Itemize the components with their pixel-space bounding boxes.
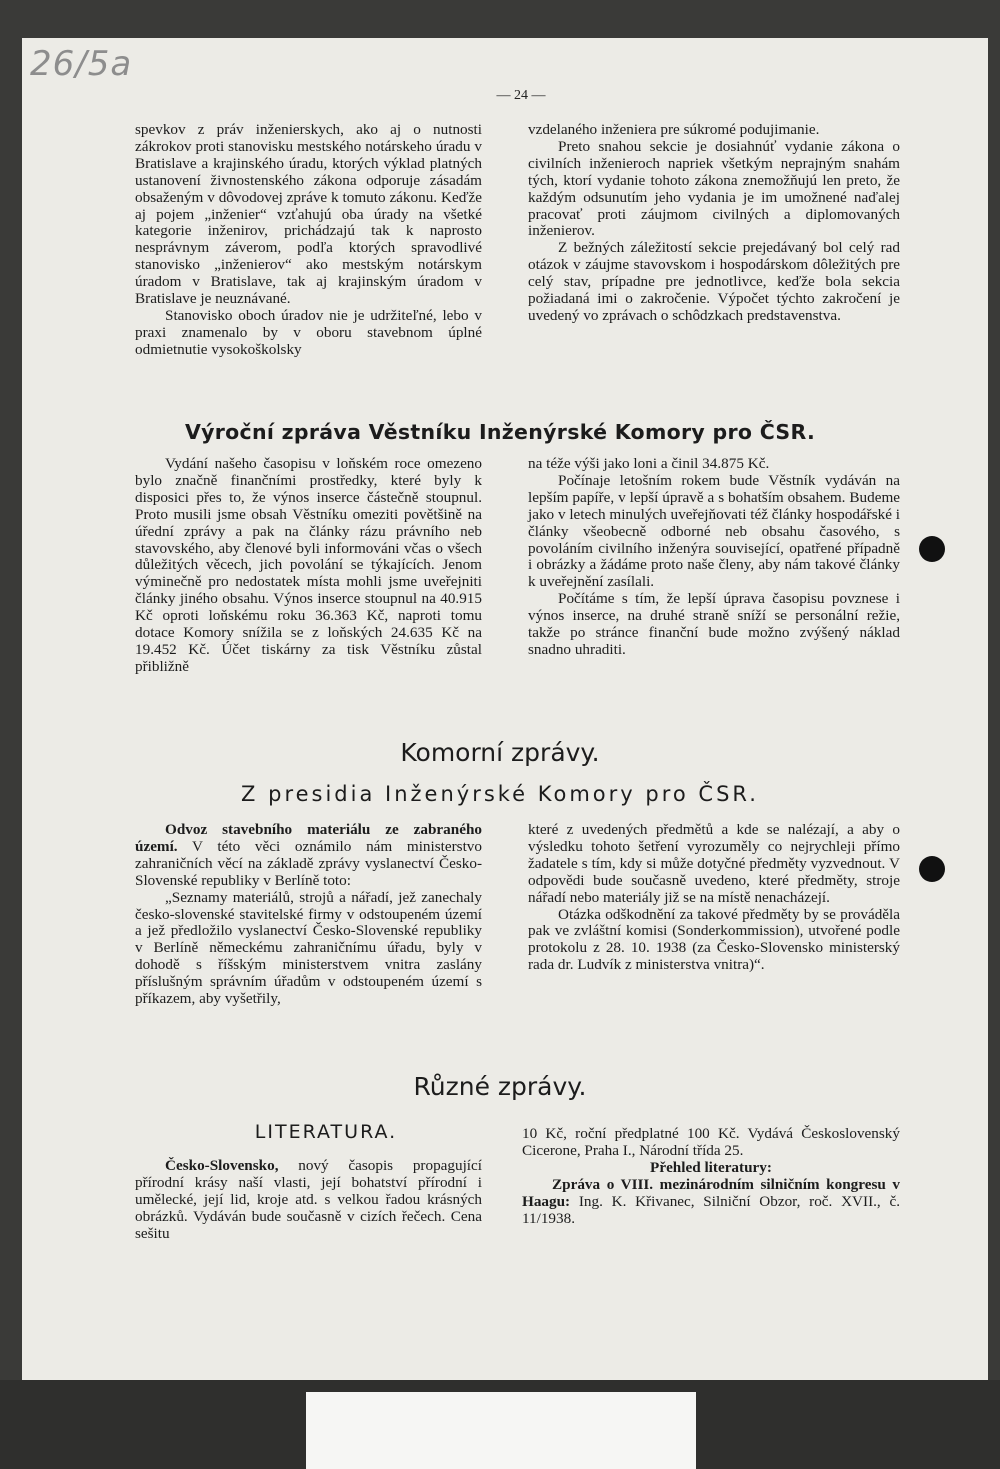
bold-lead: Odvoz stavebního materiálu ze zabraného území. bbox=[135, 821, 482, 855]
page-number: — 24 — bbox=[496, 88, 546, 103]
paragraph: spevkov z práv inženierskych, ako aj o nutnosti zákrokov proti stanovisku mestského notárskeho úradu v Bratislave a krajinského úradu, ktorých výklad platných ustanovení živnostenského zákona odporuje zásadám obsaženým v dôvodovej zpráve k tomuto zákonu. Keďže aj pojem „inženier“ vzťahujú oba úrady na všetké kategorie inženirov, prichádzajú tak k naprosto nesprávnym záverom, podľa ktorých spravodlivé stanovisko „inženierov“ ako mestským notárskym úradom v Bratislave, tak aj krajinským úradom v Bratislave je neuznávané. bbox=[135, 121, 482, 308]
section-subtitle-presidium: Z presidia Inženýrské Komory pro ČSR. bbox=[241, 782, 759, 806]
overview-heading: Přehled literatury: bbox=[650, 1158, 772, 1176]
paragraph bbox=[135, 1158, 482, 1243]
paragraph: Preto snahou sekcie je dosiahnúť vydanie zákona o civilních inženieroch napriek všetkým neprajným snahám tých, ktorí vydanie tohoto zákona znemožňujú len preto, že každým odsunutím jeho vydania je im umožnené naďalej pracovať proti záujmom civilných a diplomovaných inženierov. bbox=[528, 137, 900, 240]
punch-hole-top bbox=[919, 536, 945, 562]
punch-hole-bottom bbox=[919, 856, 945, 882]
top-right-column bbox=[528, 122, 900, 325]
paragraph-text: Ing. K. Křivanec, Silniční Obzor, roč. XVII., č. 11/1938. bbox=[522, 1192, 900, 1227]
annual-left-column bbox=[135, 456, 482, 676]
bold-lead: Zpráva o VIII. mezinárodním silničním kongresu v Haagu: bbox=[522, 1175, 900, 1210]
paragraph-text: nový časopis propagující přírodní krásy naší vlasti, její bohatství přírodní i umělecké, její lid, kroje atd. s velkou řadou krásných obrázků. Vydáván bude současně v cizích řečech. Cena sešitu bbox=[135, 1157, 482, 1242]
paragraph: Otázka odškodnění za takové předměty by se prováděla pak ve zvláštní komisi (Sonderkommission), utvořené podle protokolu z 28. 10. 1938 (za Česko-Slovensko ministerský rada dr. Ludvík z ministerstva vnitra)“. bbox=[528, 905, 900, 974]
scan-target-card bbox=[306, 1392, 696, 1469]
literature-heading: LITERATURA. bbox=[254, 1121, 398, 1143]
paragraph: 10 Kč, roční předplatné 100 Kč. Vydává Československý Cicerone, Praha I., Národní třída 25. bbox=[522, 1125, 900, 1159]
paragraph: Z bežných záležitostí sekcie prejedávaný bol celý rad otázok v záujme stavovskom i hospodárskom dôležitých pre celý stav, prípadne pre jednotlivce, keďže bola sekcia požiadaná imi o zakročenie. Výpočet týchto zakročení je uvedený vo zprávach o schôdzkach predstavenstva. bbox=[528, 239, 900, 324]
paragraph bbox=[135, 822, 482, 890]
section-title-annual-report: Výroční zpráva Věstníku Inženýrské Komory pro ČSR. bbox=[184, 420, 816, 444]
section-title-misc-news: Různé zprávy. bbox=[413, 1072, 587, 1101]
annual-right-column bbox=[528, 456, 900, 659]
section-title-chamber-news: Komorní zprávy. bbox=[400, 738, 600, 767]
paragraph bbox=[522, 1177, 900, 1228]
paragraph: Stanovisko oboch úradov nie je udržiteľné, lebo v praxi znamenalo by v oboru stavebnom úplné odmietnutie vysokoškolsky bbox=[135, 306, 482, 358]
paragraph: Počínaje letošním rokem bude Věstník vydáván na lepším papíře, v lepší úpravě a s bohatším obsahem. Budeme jako v letech minulých uveřejňovati též články hospodářské i články všeobecně odborné neb obsahu časového, s povoláním civilního inženýra související, opatřené případně i obrázky a žádáme proto naše členy, aby nám takové články k uveřejnění zasílali. bbox=[528, 471, 900, 591]
chamber-left-column bbox=[135, 822, 482, 1008]
paragraph: „Seznamy materiálů, strojů a nářadí, jež zanechaly česko-slovenské stavitelské firmy v odstoupeném území a jež předložilo vyslanectví Česko-Slovenské republiky v Berlíně německému zahraničnímu úřadu, byly v dohodě s říšským ministerstvem vnitra zaslány příslušným správním úřadům v odstoupeném území s příkazem, aby vyšetřily, bbox=[135, 888, 482, 1008]
handwritten-note: 26/5a bbox=[30, 44, 133, 84]
literature-right-column bbox=[522, 1126, 900, 1227]
paragraph: Vydání našeho časopisu v loňském roce omezeno bylo značně finančními prostředky, které byly k disposici přes to, že výnos inserce částečně stoupnul. Proto musili jsme obsah Věstníku omeziti povětšině na úřední zprávy a pak na články rázu právního neb stavovského, aby členové byli informováni včas o všech důležitých věcech, jich povolání se týkajících. Jenom výminečně pro nedostatek místa mohli jsme uveřejniti články jiného obsahu. Výnos inserce stoupnul na 40.915 Kč oproti loňskému roku 36.363 Kč, naproti tomu dotace Komory snížila se z loňských 24.635 Kč na 19.452 Kč. Účet tiskárny za tisk Věstníku zůstal přibližně bbox=[135, 455, 482, 675]
paragraph: které z uvedených předmětů a kde se nalézají, a aby o výsledku tohoto šetření vyrozuměly co nejrychleji přímo žadatele s tím, kdy si může dotyčné předměty vyzvednout. V odpovědi bude současně uvedeno, které předměty, stroje nářadí nebo materiály již se na místě nenacházejí. bbox=[528, 821, 900, 906]
paragraph: vzdelaného inženiera pre súkromé podujimanie. bbox=[528, 121, 820, 138]
paragraph-text: V této věci oznámilo nám ministerstvo zahraničních věcí na základě zprávy vyslanectví Česko-Slovenské republiky v Berlíně toto: bbox=[135, 837, 482, 889]
literature-left-column bbox=[135, 1158, 482, 1243]
top-left-column bbox=[135, 122, 482, 359]
paragraph: na téže výši jako loni a činil 34.875 Kč. bbox=[528, 455, 770, 472]
chamber-right-column bbox=[528, 822, 900, 974]
paragraph: Počítáme s tím, že lepší úprava časopisu povznese i výnos inserce, na druhé straně sníží se personální režie, takže po stránce finanční bude možno zvýšený náklad snadno uhraditi. bbox=[528, 590, 900, 658]
bold-lead: Česko-Slovensko, bbox=[165, 1157, 279, 1174]
